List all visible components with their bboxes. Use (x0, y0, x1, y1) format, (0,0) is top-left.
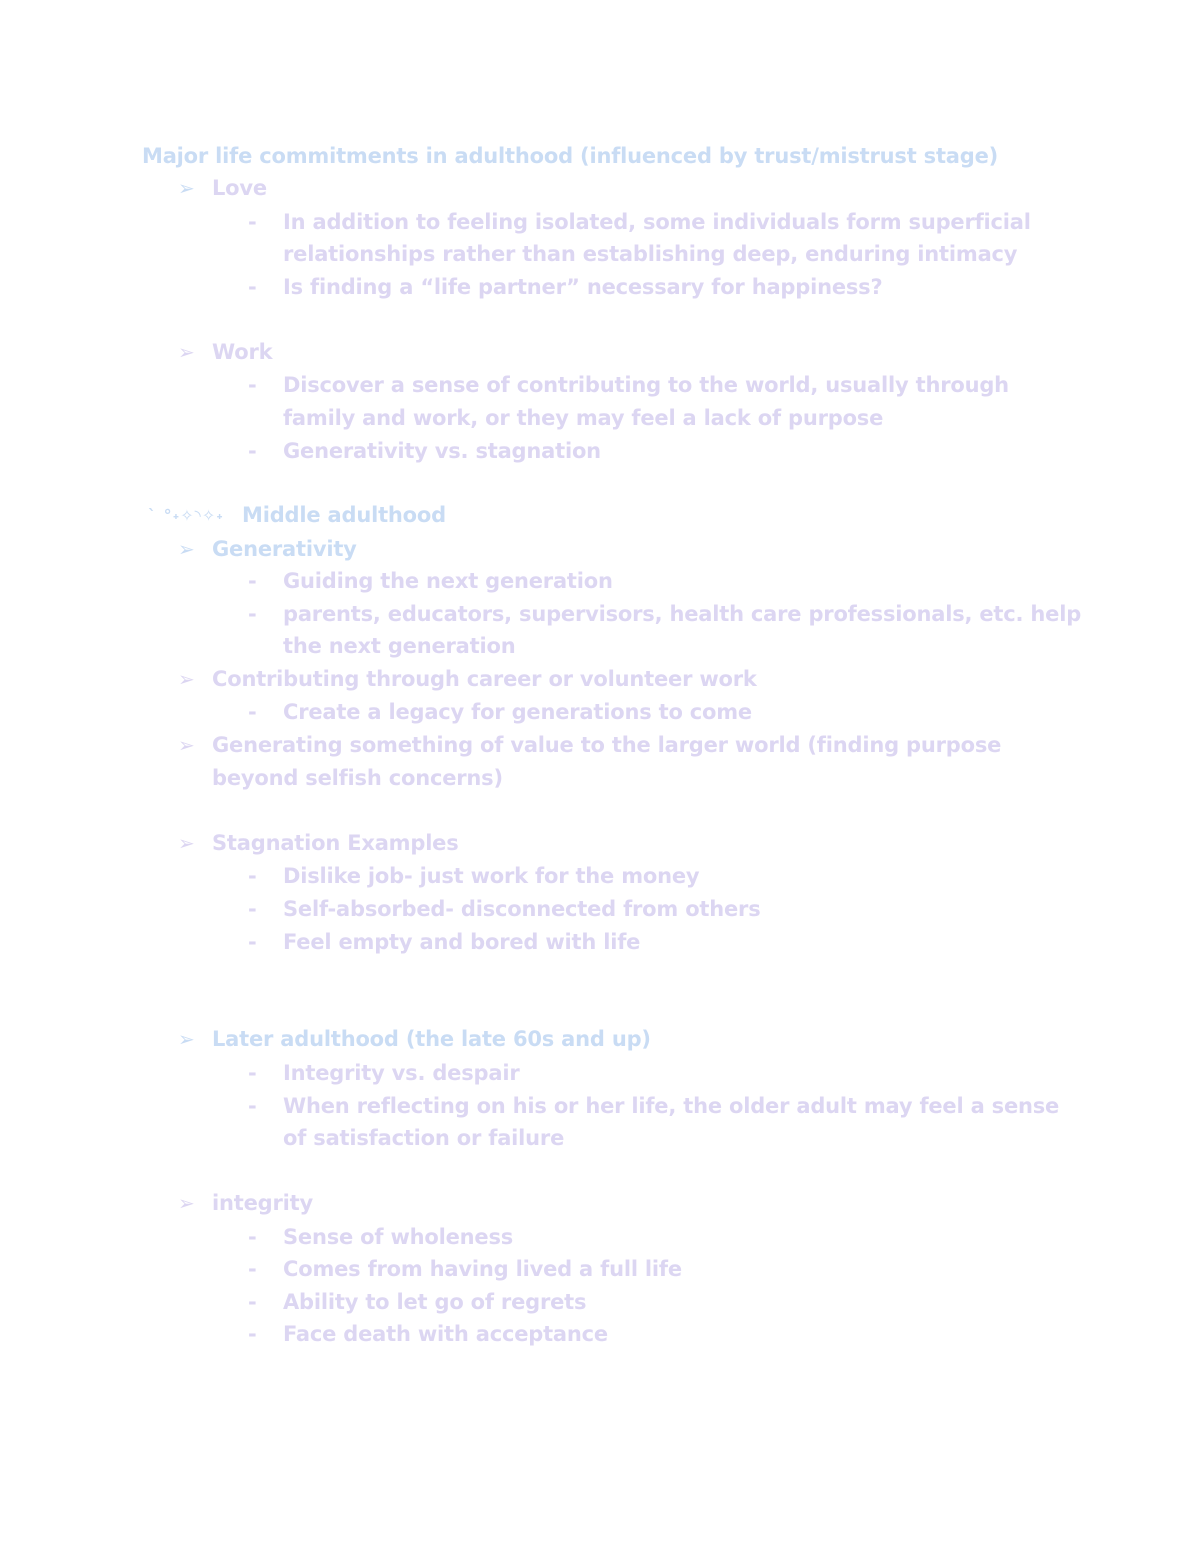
dash-bullet-icon: - (248, 930, 257, 954)
arrow-bullet-icon: ➢ (178, 1027, 195, 1051)
integrity-item-1: Sense of wholeness (283, 1225, 514, 1249)
dash-bullet-icon: - (248, 700, 257, 724)
arrow-bullet-icon: ➢ (178, 831, 195, 855)
later-adulthood-title: Later adulthood (the late 60s and up) (212, 1027, 651, 1051)
dash-bullet-icon: - (248, 275, 257, 299)
love-item-2: Is finding a “life partner” necessary for happiness? (283, 275, 883, 299)
stagnation-item-2: Self-absorbed- disconnected from others (283, 897, 761, 921)
dash-bullet-icon: - (248, 602, 257, 626)
dash-bullet-icon: - (248, 1094, 257, 1118)
dash-bullet-icon: - (248, 569, 257, 593)
generativity-title: Generativity (212, 537, 357, 561)
later-item-2-line-2: of satisfaction or failure (283, 1126, 565, 1150)
integrity-item-3: Ability to let go of regrets (283, 1290, 587, 1314)
sparkle-decoration-icon: ` °˖✧◝✧˖ (148, 506, 224, 525)
love-item-1-line-2: relationships rather than establishing deep, enduring intimacy (283, 242, 1018, 266)
work-item-1-line-2: family and work, or they may feel a lack of purpose (283, 406, 884, 430)
integrity-item-4: Face death with acceptance (283, 1322, 608, 1346)
stagnation-title: Stagnation Examples (212, 831, 459, 855)
dash-bullet-icon: - (248, 373, 257, 397)
arrow-bullet-icon: ➢ (178, 537, 195, 561)
page-heading: Major life commitments in adulthood (influenced by trust/mistrust stage) (142, 144, 999, 168)
contributing-item-1: Create a legacy for generations to come (283, 700, 752, 724)
generating-line-2: beyond selfish concerns) (212, 766, 503, 790)
later-item-2-line-1: When reflecting on his or her life, the older adult may feel a sense (283, 1094, 1060, 1118)
love-title: Love (212, 176, 267, 200)
work-title: Work (212, 340, 273, 364)
generativity-item-2-line-1: parents, educators, supervisors, health care professionals, etc. help (283, 602, 1082, 626)
arrow-bullet-icon: ➢ (178, 733, 195, 757)
dash-bullet-icon: - (248, 210, 257, 234)
dash-bullet-icon: - (248, 439, 257, 463)
work-item-1-line-1: Discover a sense of contributing to the world, usually through (283, 373, 1009, 397)
dash-bullet-icon: - (248, 1322, 257, 1346)
middle-adulthood-heading: Middle adulthood (242, 503, 446, 527)
arrow-bullet-icon: ➢ (178, 667, 195, 691)
arrow-bullet-icon: ➢ (178, 1191, 195, 1215)
arrow-bullet-icon: ➢ (178, 176, 195, 200)
later-item-1: Integrity vs. despair (283, 1061, 520, 1085)
integrity-item-2: Comes from having lived a full life (283, 1257, 682, 1281)
dash-bullet-icon: - (248, 864, 257, 888)
dash-bullet-icon: - (248, 1225, 257, 1249)
work-item-2: Generativity vs. stagnation (283, 439, 601, 463)
integrity-title: integrity (212, 1191, 313, 1215)
contributing-title: Contributing through career or volunteer work (212, 667, 757, 691)
love-item-1-line-1: In addition to feeling isolated, some individuals form superficial (283, 210, 1031, 234)
dash-bullet-icon: - (248, 1257, 257, 1281)
generativity-item-1: Guiding the next generation (283, 569, 613, 593)
stagnation-item-3: Feel empty and bored with life (283, 930, 641, 954)
dash-bullet-icon: - (248, 1290, 257, 1314)
dash-bullet-icon: - (248, 897, 257, 921)
dash-bullet-icon: - (248, 1061, 257, 1085)
generating-line-1: Generating something of value to the larger world (finding purpose (212, 733, 1002, 757)
stagnation-item-1: Dislike job- just work for the money (283, 864, 700, 888)
arrow-bullet-icon: ➢ (178, 340, 195, 364)
generativity-item-2-line-2: the next generation (283, 634, 516, 658)
